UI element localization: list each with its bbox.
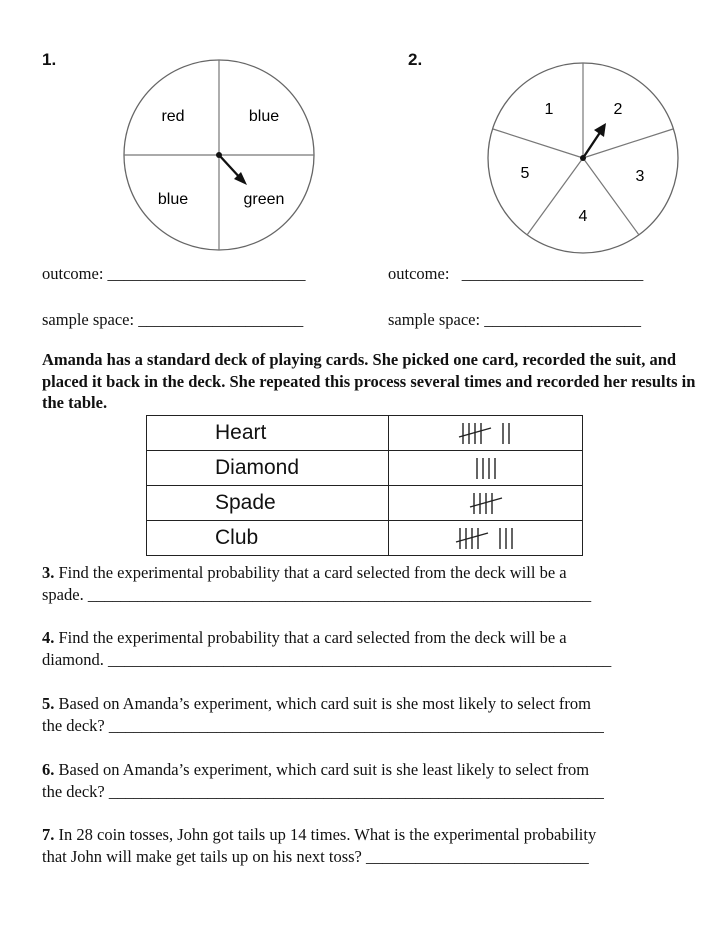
problem-2-outcome-label: outcome: <box>388 264 450 283</box>
question-7 <box>42 824 712 867</box>
problem-1-outcome-blank[interactable]: ________________________ <box>107 264 306 283</box>
tally-marks-diamond <box>416 452 556 484</box>
question-3-answer-line[interactable]: spade. _____________________________________________________________ <box>42 584 592 604</box>
spinner-2-label-1: 1 <box>544 101 554 118</box>
question-4 <box>42 627 712 670</box>
spinner-1-label-blue-bottom: blue <box>157 191 189 208</box>
problem-2-sample-label: sample space: <box>388 310 481 329</box>
table-row <box>147 416 583 451</box>
suit-cell: Club <box>147 521 389 556</box>
question-6-answer-line[interactable]: the deck? ____________________________________________________________ <box>42 781 604 801</box>
spinner-2-label-4: 4 <box>578 208 588 225</box>
spinner-1 <box>120 58 320 258</box>
suit-tally-table <box>146 415 583 556</box>
problem-1-outcome <box>42 264 306 284</box>
question-4-answer-line[interactable]: diamond. _____________________________________________________________ <box>42 649 612 669</box>
tally-marks-spade <box>416 487 556 519</box>
problem-1-sample-blank[interactable]: ____________________ <box>138 310 304 329</box>
problem-1-number: 1. <box>42 50 57 69</box>
table-row <box>147 451 583 486</box>
tally-cell <box>389 521 583 556</box>
spinner-2-label-3: 3 <box>635 168 645 185</box>
spinner-2-label-2: 2 <box>613 101 623 118</box>
card-experiment-intro: Amanda has a standard deck of playing cards. She picked one card, recorded the suit, and placed it back in the deck. She repeated this process several times and recorded her results in the table. <box>42 350 696 412</box>
tally-marks-club <box>416 522 556 554</box>
spinner-2-label-5: 5 <box>520 165 530 182</box>
problem-2-outcome-blank[interactable]: ______________________ <box>461 264 644 283</box>
problem-2-sample-blank[interactable]: ___________________ <box>484 310 641 329</box>
problem-1-outcome-label: outcome: <box>42 264 104 283</box>
tally-cell <box>389 486 583 521</box>
spinner-1-label-blue-top: blue <box>248 108 280 125</box>
question-6-number: 6. <box>42 760 55 779</box>
question-5 <box>42 693 712 736</box>
spinner-2 <box>484 60 684 260</box>
problem-2-outcome <box>388 264 643 284</box>
question-7-answer-line[interactable]: that John will make get tails up on his next toss? ___________________________ <box>42 846 589 866</box>
table-row <box>147 486 583 521</box>
suit-cell: Diamond <box>147 451 389 486</box>
question-5-answer-line[interactable]: the deck? ____________________________________________________________ <box>42 715 604 735</box>
spinner-1-label-red: red <box>161 108 185 125</box>
tally-marks-heart <box>416 417 556 449</box>
tally-cell <box>389 416 583 451</box>
spinner-1-label-green: green <box>243 191 285 208</box>
suit-cell: Heart <box>147 416 389 451</box>
table-row <box>147 521 583 556</box>
question-6-text: Based on Amanda’s experiment, which card suit is she least likely to select from <box>54 760 590 779</box>
problem-1-sample-space <box>42 310 303 330</box>
question-3-text: Find the experimental probability that a card selected from the deck will be a <box>54 563 567 582</box>
question-3 <box>42 562 712 605</box>
problem-1-sample-label: sample space: <box>42 310 135 329</box>
suit-cell: Spade <box>147 486 389 521</box>
question-5-number: 5. <box>42 694 55 713</box>
question-4-number: 4. <box>42 628 55 647</box>
problem-2-number: 2. <box>408 50 423 69</box>
question-5-text: Based on Amanda’s experiment, which card suit is she most likely to select from <box>54 694 591 713</box>
question-6 <box>42 759 712 802</box>
problem-2-sample-space <box>388 310 641 330</box>
question-4-text: Find the experimental probability that a card selected from the deck will be a <box>54 628 567 647</box>
spinner-2-arrow <box>583 131 601 158</box>
question-7-number: 7. <box>42 825 55 844</box>
question-7-text: In 28 coin tosses, John got tails up 14 times. What is the experimental probability <box>54 825 597 844</box>
tally-cell <box>389 451 583 486</box>
question-3-number: 3. <box>42 563 55 582</box>
